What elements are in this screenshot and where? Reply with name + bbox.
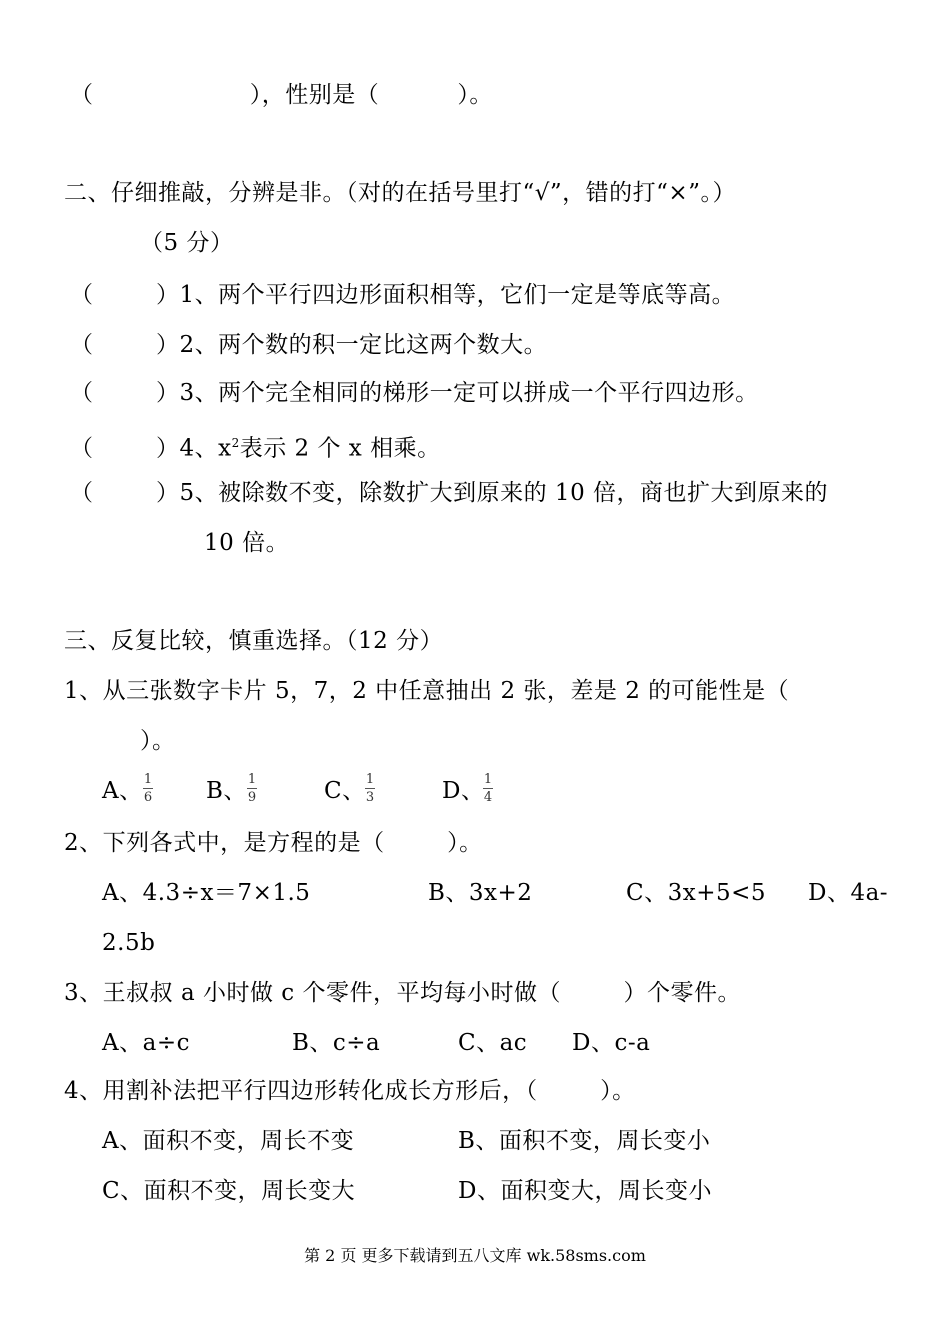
q1-option-d-label: D、 [442,778,485,804]
q2-option-d: D、4a- [808,880,889,906]
denominator: 3 [365,790,375,805]
q1-option-a-fraction [141,772,155,805]
q3-option-c: C、ac [458,1030,528,1056]
q2-option-b: B、3x+2 [428,880,533,906]
q1-option-d-fraction [481,772,495,805]
q4-option-a: A、面积不变，周长不变 [102,1128,355,1154]
page-footer: 第 2 页 更多下载请到五八文库 wk.58sms.com [304,1246,646,1265]
section2-score: （5 分） [140,230,234,256]
question-1: 1、从三张数字卡片 5，7，2 中任意抽出 2 张，差是 2 的可能性是（ [64,678,790,704]
q3-option-b: B、c÷a [292,1030,381,1056]
q3-option-a: A、a÷c [102,1030,190,1056]
q1-option-b-label: B、 [206,778,247,804]
numerator: 1 [247,772,257,787]
name-gender-line: （ ），性别是（ ）。 [70,82,493,108]
judge-item-2: （ ）2、两个数的积一定比这两个数大。 [70,332,548,358]
question-4: 4、用割补法把平行四边形转化成长方形后，（ ）。 [64,1078,636,1104]
question-2: 2、下列各式中，是方程的是（ ）。 [64,830,483,856]
judge-item-5-continued: 10 倍。 [204,530,290,556]
q2-option-a: A、4.3÷x＝7×1.5 [102,880,311,906]
numerator: 1 [483,772,493,787]
denominator: 4 [483,790,493,805]
judge-item-1: （ ）1、两个平行四边形面积相等，它们一定是等底等高。 [70,282,736,308]
q4-option-b: B、面积不变，周长变小 [458,1128,711,1154]
q4-option-d: D、面积变大，周长变小 [458,1178,712,1204]
question-3: 3、王叔叔 a 小时做 c 个零件，平均每小时做（ ）个零件。 [64,980,741,1006]
q1-option-c-label: C、 [324,778,366,804]
superscript-2: 2 [231,436,240,450]
section2-title: 二、仔细推敲，分辨是非。（对的在括号里打“√”，错的打“×”。） [64,180,736,206]
numerator: 1 [143,772,153,787]
q3-option-d: D、c-a [572,1030,651,1056]
judge-item-5: （ ）5、被除数不变，除数扩大到原来的 10 倍，商也扩大到原来的 [70,480,829,506]
q2-option-d-continued: 2.5b [102,930,156,956]
section3-title: 三、反复比较，慎重选择。（12 分） [64,628,444,654]
judge-item-4 [70,428,441,464]
q1-option-a-label: A、 [102,778,143,804]
judge-item-3: （ ）3、两个完全相同的梯形一定可以拼成一个平行四边形。 [70,380,759,406]
q4-option-c: C、面积不变，周长变大 [102,1178,356,1204]
q1-option-c-fraction [363,772,377,805]
judge-item-4-suffix: 表示 2 个 x 相乘。 [239,435,441,462]
q2-option-c: C、3x+5<5 [626,880,767,906]
q1-option-b-fraction [245,772,259,805]
numerator: 1 [365,772,375,787]
judge-item-4-prefix: （ ）4、x [70,435,232,462]
denominator: 6 [143,790,153,805]
denominator: 9 [247,790,257,805]
question-1-continued: ）。 [140,728,176,754]
